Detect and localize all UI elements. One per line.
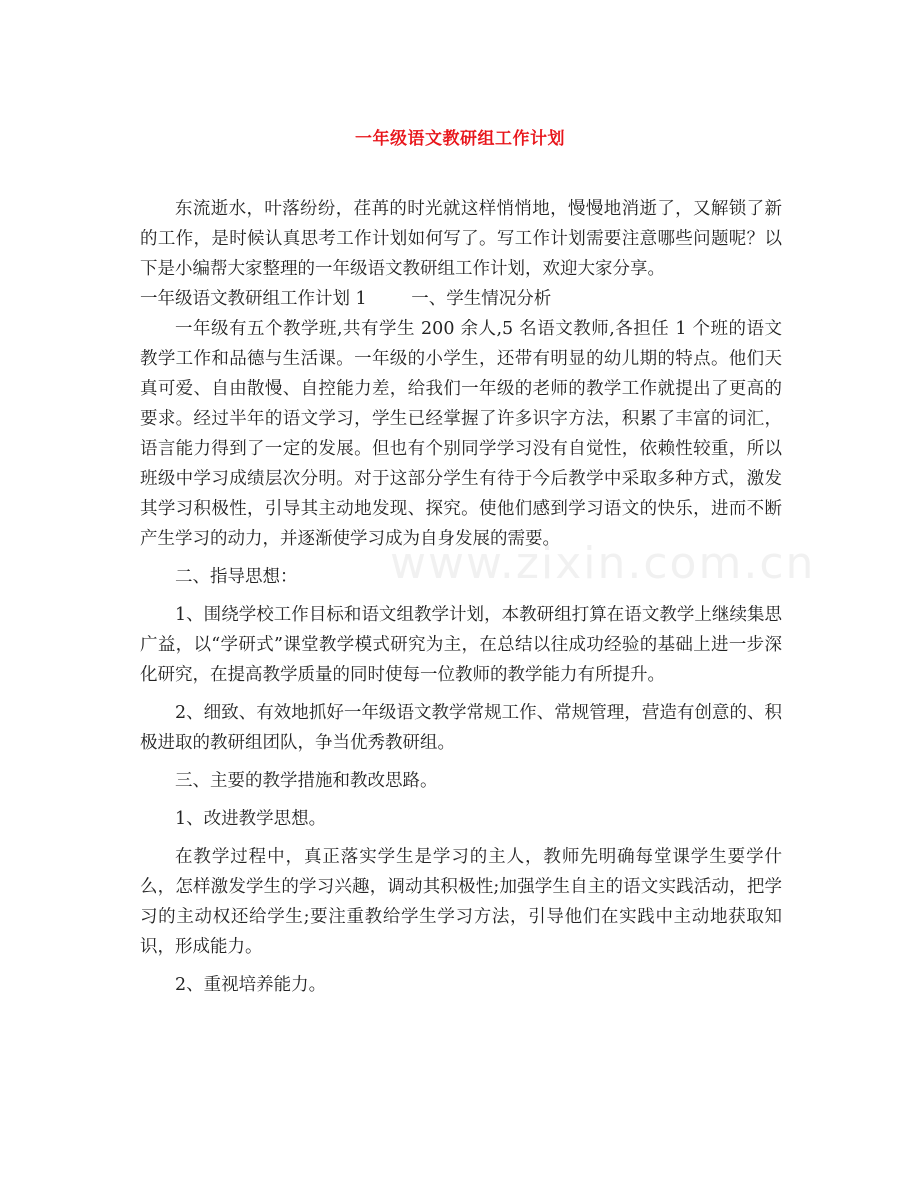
plan-heading-line <box>140 284 782 314</box>
section3-item2-heading: 2、重视培养能力。 <box>175 975 327 995</box>
section2-item2: 2、细致、有效地抓好一年级语文教学常规工作、常规管理，营造有创意的、积极进取的教研组团队，争当优秀教研组。 <box>140 703 782 753</box>
section2-heading: 二、指导思想： <box>175 567 298 587</box>
intro-paragraph: 东流逝水，叶落纷纷，荏苒的时光就这样悄悄地，慢慢地消逝了，又解锁了新的工作，是时候认真思考工作计划如何写了。写工作计划需要注意哪些问题呢？以下是小编帮大家整理的一年级语文教研组工作计划，欢迎大家分享。 <box>140 199 782 279</box>
plan-heading: 一年级语文教研组工作计划 1 <box>140 289 367 309</box>
section1-paragraph: 一年级有五个教学班,共有学生 200 余人,5 名语文教师,各担任 1 个班的语文教学工作和品德与生活课。一年级的小学生，还带有明显的幼儿期的特点。他们天真可爱、自由散慢、自控能力差，给我们一年级的老师的教学工作就提出了更高的要求。经过半年的语文学习，学生已经掌握了许多识字方法，积累了丰富的词汇，语言能力得到了一定的发展。但也有个别同学学习没有自觉性，依赖性较重，所以班级中学习成绩层次分明。对于这部分学生有待于今后教学中采取多种方式，激发其学习积极性，引导其主动地发现、探究。使他们感到学习语文的快乐，进而不断产生学习的动力，并逐渐使学习成为自身发展的需要。 <box>140 319 782 549</box>
section1-heading: 一、学生情况分析 <box>411 289 552 309</box>
section2-item1: 1、围绕学校工作目标和语文组教学计划，本教研组打算在语文教学上继续集思广益，以“学研式”课堂教学模式研究为主，在总结以往成功经验的基础上进一步深化研究，在提高教学质量的同时使每一位教师的教学能力有所提升。 <box>140 605 782 685</box>
document-title: 一年级语文教研组工作计划 <box>355 129 565 149</box>
watermark: www.zixin.com.cn <box>390 538 816 589</box>
section3-heading: 三、主要的教学措施和教改思路。 <box>175 771 438 791</box>
section3-item1-heading: 1、改进教学思想。 <box>175 809 327 829</box>
section3-item1-paragraph: 在教学过程中，真正落实学生是学习的主人，教师先明确每堂课学生要学什么，怎样激发学生的学习兴趣，调动其积极性;加强学生自主的语文实践活动，把学习的主动权还给学生;要注重教给学生学习方法，引导他们在实践中主动地获取知识，形成能力。 <box>140 847 782 957</box>
document-body <box>140 194 782 1000</box>
